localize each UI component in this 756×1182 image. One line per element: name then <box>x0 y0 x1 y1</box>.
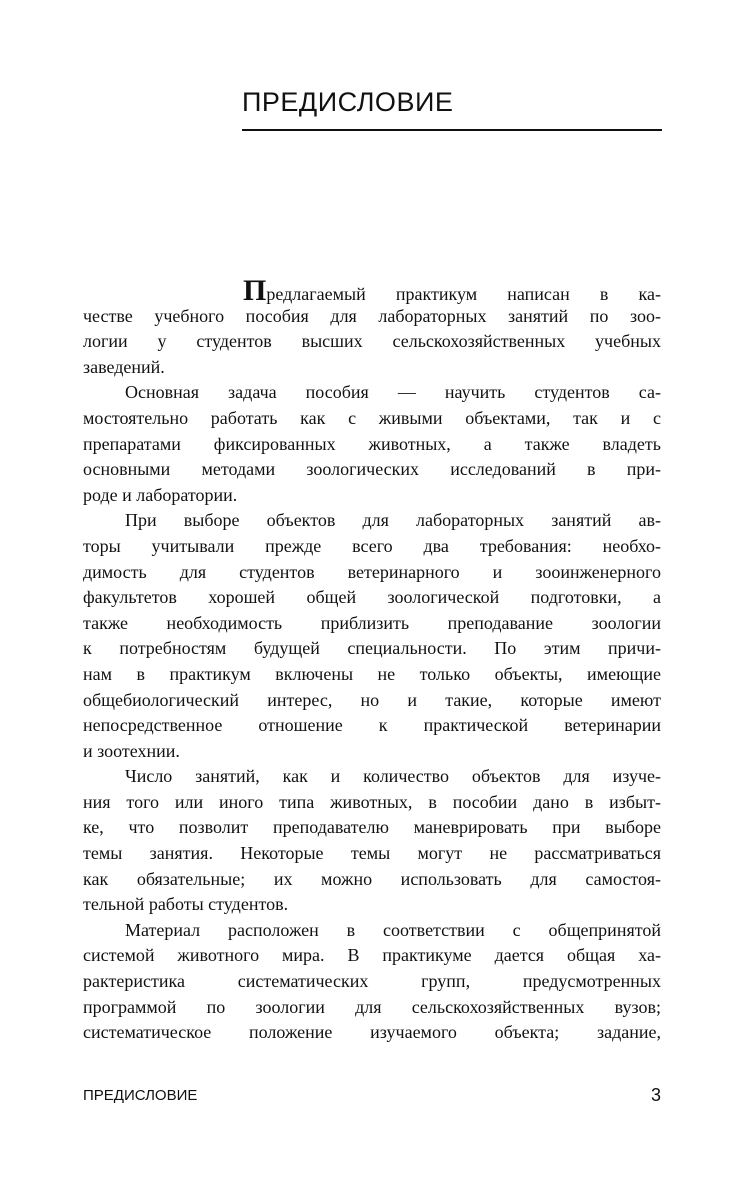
text-line: димость для студентов ветеринарного и зооинженерного <box>83 561 661 582</box>
text-line: ния того или иного типа животных, в пособии дано в избыт- <box>83 791 661 812</box>
paragraph-4 <box>83 764 661 918</box>
text-line: и зоотехнии. <box>83 740 180 761</box>
text-line: рактеристика систематических групп, предусмотренных <box>83 971 661 992</box>
text-line: факультетов хорошей общей зоологической подготовки, а <box>83 587 661 608</box>
text-line: ке, что позволит преподавателю маневрировать при выборе <box>83 817 661 838</box>
text-line: темы занятия. Некоторые темы могут не рассматриваться <box>83 843 661 864</box>
text-line: При выборе объектов для лабораторных занятий ав- <box>125 510 661 531</box>
header-rule <box>242 129 662 131</box>
text-line: системой животного мира. В практикуме дается общая ха- <box>83 945 661 966</box>
text-line: роде и лаборатории. <box>83 484 238 505</box>
paragraph-5 <box>83 918 661 1046</box>
chapter-header <box>242 84 662 131</box>
text-line: тельной работы студентов. <box>83 894 289 915</box>
text-line: основными методами зоологических исследований в при- <box>83 459 661 480</box>
text-line: также необходимость приблизить преподавание зоологии <box>83 612 661 633</box>
text-line: как обязательные; их можно использовать для самостоя- <box>83 868 661 889</box>
text-line: общебиологический интерес, но и такие, которые имеют <box>83 689 661 710</box>
text-line <box>83 274 661 307</box>
chapter-title: ПРЕДИСЛОВИЕ <box>242 87 454 117</box>
text-line: систематическое положение изучаемого объекта; задание, <box>83 1022 661 1043</box>
drop-cap: П <box>243 274 267 307</box>
text-line: логии у студентов высших сельскохозяйственных учебных <box>83 331 661 352</box>
body-text <box>83 274 661 1046</box>
text-line: непосредственное отношение к практической ветеринарии <box>83 715 661 736</box>
text-line: мостоятельно работать как с живыми объектами, так и с <box>83 407 661 428</box>
text-line: Число занятий, как и количество объектов для изуче- <box>125 766 661 787</box>
running-footer-title: ПРЕДИСЛОВИЕ <box>83 1087 198 1104</box>
text-line: заведений. <box>83 356 165 377</box>
text-line: Основная задача пособия — научить студентов са- <box>125 382 661 403</box>
text-line: Материал расположен в соответствии с общепринятой <box>125 919 661 940</box>
text-line: торы учитывали прежде всего два требования: необхо- <box>83 535 661 556</box>
line-text: редлагаемый практикум написан в ка- <box>266 284 661 304</box>
text-line: честве учебного пособия для лабораторных занятий по зоо- <box>83 305 661 326</box>
paragraph-2 <box>83 380 661 508</box>
paragraph-3 <box>83 508 661 764</box>
text-line: нам в практикум включены не только объекты, имеющие <box>83 663 661 684</box>
page-footer <box>83 1085 661 1109</box>
text-line: препаратами фиксированных животных, а также владеть <box>83 433 661 454</box>
page-number: 3 <box>650 1085 661 1105</box>
text-line: программой по зоологии для сельскохозяйственных вузов; <box>83 996 661 1017</box>
paragraph-1 <box>83 274 661 380</box>
text-line: к потребностям будущей специальности. По этим причи- <box>83 638 661 659</box>
